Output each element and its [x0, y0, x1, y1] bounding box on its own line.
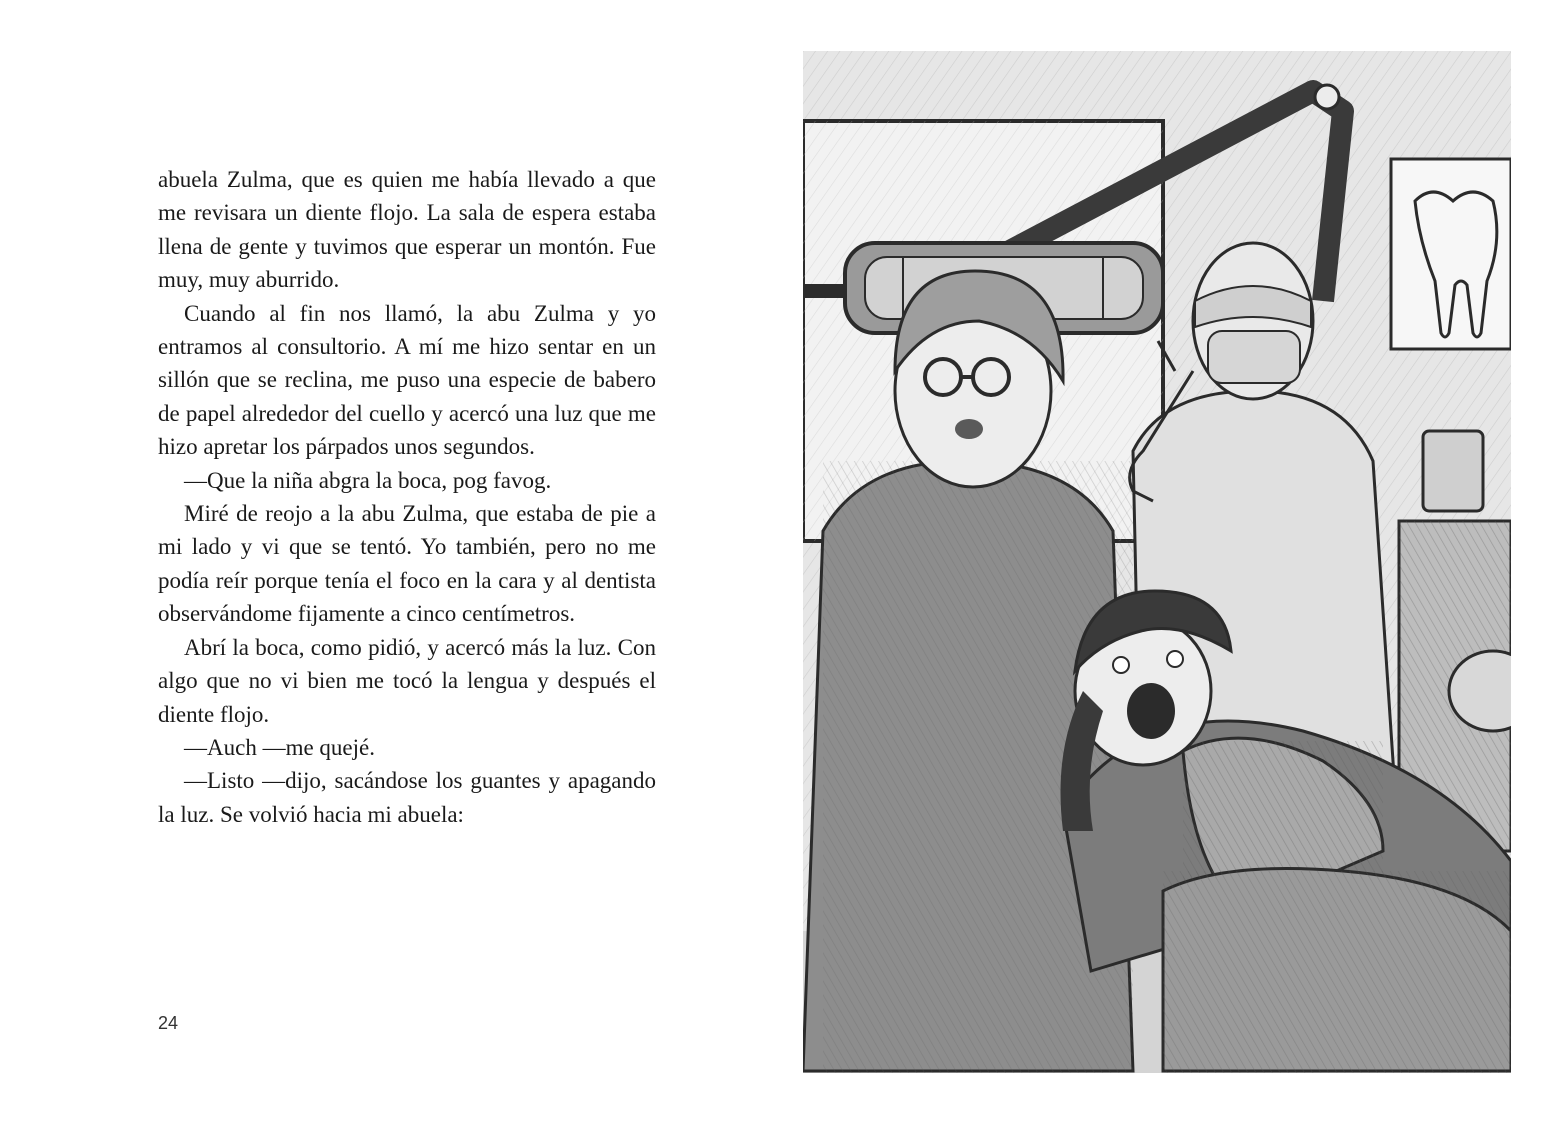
dialogue-line: —Auch —me quejé.: [184, 734, 375, 760]
illustration-drawing: [803, 51, 1511, 1073]
dentist-illustration: [803, 51, 1511, 1073]
dialogue-line: —Listo —dijo, sacándose los guantes y apagando la luz. Se volvió hacia mi abuela:: [158, 768, 656, 827]
paragraph: Miré de reojo a la abu Zulma, que estaba de pie a mi lado y vi que se tentó. Yo también, pero no me podía reír porque tenía el foco en la cara y al dentista observándome fijamente a cinco centímetros.: [158, 501, 656, 627]
body-text: [158, 163, 656, 831]
paragraph: abuela Zulma, que es quien me había llevado a que me revisara un diente flojo. La sala de espera estaba llena de gente y tuvimos que esperar un montón. Fue muy, muy aburrido.: [158, 167, 656, 293]
paragraph: Abrí la boca, como pidió, y acercó más la luz. Con algo que no vi bien me tocó la lengua y después el diente flojo.: [158, 634, 656, 727]
page-number: 24: [158, 1013, 179, 1033]
dialogue-line: —Que la niña abgra la boca, pog favog.: [184, 467, 552, 493]
paragraph: Cuando al fin nos llamó, la abu Zulma y yo entramos al consultorio. A mí me hizo sentar en un sillón que se reclina, me puso una especie de babero de papel alrededor del cuello y acercó una luz que me hizo apretar los párpados unos segundos.: [158, 300, 656, 460]
